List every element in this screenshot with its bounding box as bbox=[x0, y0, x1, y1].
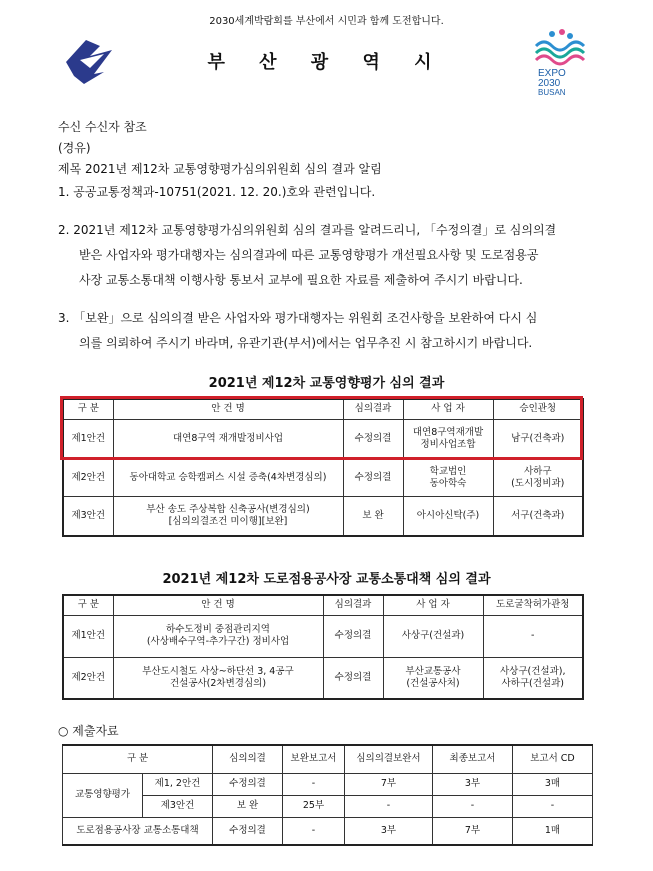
table-cell: 7부 bbox=[345, 773, 433, 795]
table-cell: 사상구(건설과), 사하구(건설과) bbox=[483, 657, 583, 699]
table-cell: 제1, 2안건 bbox=[143, 773, 213, 795]
expo-logo-text-2: 2030 bbox=[538, 78, 561, 89]
table2-header: 심의결과 bbox=[323, 595, 383, 615]
table-row bbox=[63, 496, 583, 536]
table-cell: 3매 bbox=[513, 773, 593, 795]
paragraph-2-line-2: 받은 사업자와 평가대행자는 심의결과에 따른 교통영향평가 개선필요사항 및 도로점용공 bbox=[79, 248, 539, 262]
table-cell: 학교법인 동아학숙 bbox=[403, 459, 493, 496]
table-cell: 제3안건 bbox=[63, 496, 113, 536]
expo-logo-text-1: EXPO bbox=[538, 68, 566, 79]
table3-header: 심의의결보완서 bbox=[345, 745, 433, 773]
table-cell: 대연8구역재개발 정비사업조합 bbox=[403, 419, 493, 459]
submission-title: ○ 제출자료 bbox=[58, 724, 119, 738]
table2-header: 사 업 자 bbox=[383, 595, 483, 615]
table-cell: 교통영향평가 bbox=[63, 773, 143, 817]
table-cell: 사하구 (도시정비과) bbox=[493, 459, 583, 496]
table-row bbox=[63, 773, 593, 795]
table-cell: 보 완 bbox=[343, 496, 403, 536]
table3-header: 심의의결 bbox=[213, 745, 283, 773]
table-row bbox=[63, 657, 583, 699]
table-cell: - bbox=[283, 773, 345, 795]
submission-table bbox=[62, 744, 593, 846]
table-cell: 부산교통공사 (건설공사처) bbox=[383, 657, 483, 699]
paragraph-3-line-1: 3. 「보완」으로 심의의결 받은 사업자와 평가대행자는 위원회 조건사항을 보완하여 다시 심 bbox=[58, 311, 538, 325]
slogan: 2030세계박람회를 부산에서 시민과 함께 도전합니다. bbox=[209, 16, 444, 27]
table-cell: 제1안건 bbox=[63, 419, 113, 459]
table-cell: 아시아신탁(주) bbox=[403, 496, 493, 536]
subject: 제목 2021년 제12차 교통영향평가심의위원회 심의 결과 알림 bbox=[58, 162, 382, 176]
table-row bbox=[63, 615, 583, 657]
table-cell: 제3안건 bbox=[143, 795, 213, 817]
highlight-box bbox=[60, 396, 583, 460]
table-cell: 사상구(건설과) bbox=[383, 615, 483, 657]
table-cell: 동아대학교 승학캠퍼스 시설 증축(4차변경심의) bbox=[113, 459, 343, 496]
table1-header: 심의결과 bbox=[343, 399, 403, 419]
table-cell: 수정의결 bbox=[323, 657, 383, 699]
paragraph-3 bbox=[58, 306, 588, 356]
table-cell: 25부 bbox=[283, 795, 345, 817]
table-cell: 제2안건 bbox=[63, 459, 113, 496]
table-cell: 부산도시철도 사상~하단선 3, 4공구 건설공사(2차변경심의) bbox=[113, 657, 323, 699]
table3-header: 최종보고서 bbox=[433, 745, 513, 773]
table-cell: 서구(건축과) bbox=[493, 496, 583, 536]
table-row bbox=[63, 459, 583, 496]
table-cell: 제1안건 bbox=[63, 615, 113, 657]
table1-title: 2021년 제12차 교통영향평가 심의 결과 bbox=[208, 376, 445, 391]
table2-header: 구 분 bbox=[63, 595, 113, 615]
table-row bbox=[63, 817, 593, 845]
paragraph-1-text: 1. 공공교통정책과-10751(2021. 12. 20.)호와 관련입니다. bbox=[58, 185, 376, 199]
table-cell: 3부 bbox=[345, 817, 433, 845]
table1-header: 안 건 명 bbox=[113, 399, 343, 419]
table-row bbox=[63, 795, 593, 817]
table-cell: - bbox=[345, 795, 433, 817]
table-cell: 대연8구역 재개발정비사업 bbox=[113, 419, 343, 459]
table-cell: - bbox=[483, 615, 583, 657]
table2-header: 안 건 명 bbox=[113, 595, 323, 615]
table3-header: 보고서 CD bbox=[513, 745, 593, 773]
paragraph-2 bbox=[58, 218, 588, 293]
table-cell: 3부 bbox=[433, 773, 513, 795]
table-cell: 7부 bbox=[433, 817, 513, 845]
recipient: 수신 수신자 참조 bbox=[58, 120, 147, 134]
city-name: 부 산 광 역 시 bbox=[207, 52, 446, 73]
table-cell: 보 완 bbox=[213, 795, 283, 817]
paragraph-1 bbox=[58, 180, 588, 205]
table-cell: - bbox=[513, 795, 593, 817]
table-cell: 수정의결 bbox=[213, 773, 283, 795]
table-cell: 1매 bbox=[513, 817, 593, 845]
table-cell: 부산 송도 주상복합 신축공사(변경심의) [심의의결조건 미이행][보완] bbox=[113, 496, 343, 536]
table-cell: 수정의결 bbox=[343, 419, 403, 459]
table-cell: 수정의결 bbox=[323, 615, 383, 657]
table1-header: 구 분 bbox=[63, 399, 113, 419]
table-cell: 남구(건축과) bbox=[493, 419, 583, 459]
table-cell: 수정의결 bbox=[343, 459, 403, 496]
table-cell: - bbox=[283, 817, 345, 845]
paragraph-2-line-1: 2. 2021년 제12차 교통영향평가심의위원회 심의 결과를 알려드리니, 「수정의결」로 심의의결 bbox=[58, 223, 557, 237]
table1-header: 승인관청 bbox=[493, 399, 583, 419]
table-cell: 하수도정비 중점관리지역 (사상배수구역-추가구간) 정비사업 bbox=[113, 615, 323, 657]
table-cell: 제2안건 bbox=[63, 657, 113, 699]
table2-header: 도로굴착허가관청 bbox=[483, 595, 583, 615]
table-cell: 수정의결 bbox=[213, 817, 283, 845]
table2-title: 2021년 제12차 도로점용공사장 교통소통대책 심의 결과 bbox=[162, 572, 491, 587]
table-cell: 도로점용공사장 교통소통대책 bbox=[63, 817, 213, 845]
table-cell: - bbox=[433, 795, 513, 817]
table1-header: 사 업 자 bbox=[403, 399, 493, 419]
paragraph-2-line-3: 사장 교통소통대책 이행사항 통보서 교부에 필요한 자료를 제출하여 주시기 바랍니다. bbox=[79, 273, 523, 287]
paragraph-3-line-2: 의를 의뢰하여 주시기 바라며, 유관기관(부서)에서는 업무추진 시 참고하시기 바랍니다. bbox=[79, 336, 533, 350]
table3-header: 보완보고서 bbox=[283, 745, 345, 773]
expo-logo-text-3: BUSAN bbox=[538, 88, 566, 97]
via: (경유) bbox=[58, 141, 91, 155]
road-occupancy-table bbox=[62, 594, 584, 700]
table2-header-row bbox=[63, 595, 583, 615]
table3-header-row bbox=[63, 745, 593, 773]
table3-header: 구 분 bbox=[63, 745, 213, 773]
expo-2030-logo-icon bbox=[530, 26, 590, 98]
